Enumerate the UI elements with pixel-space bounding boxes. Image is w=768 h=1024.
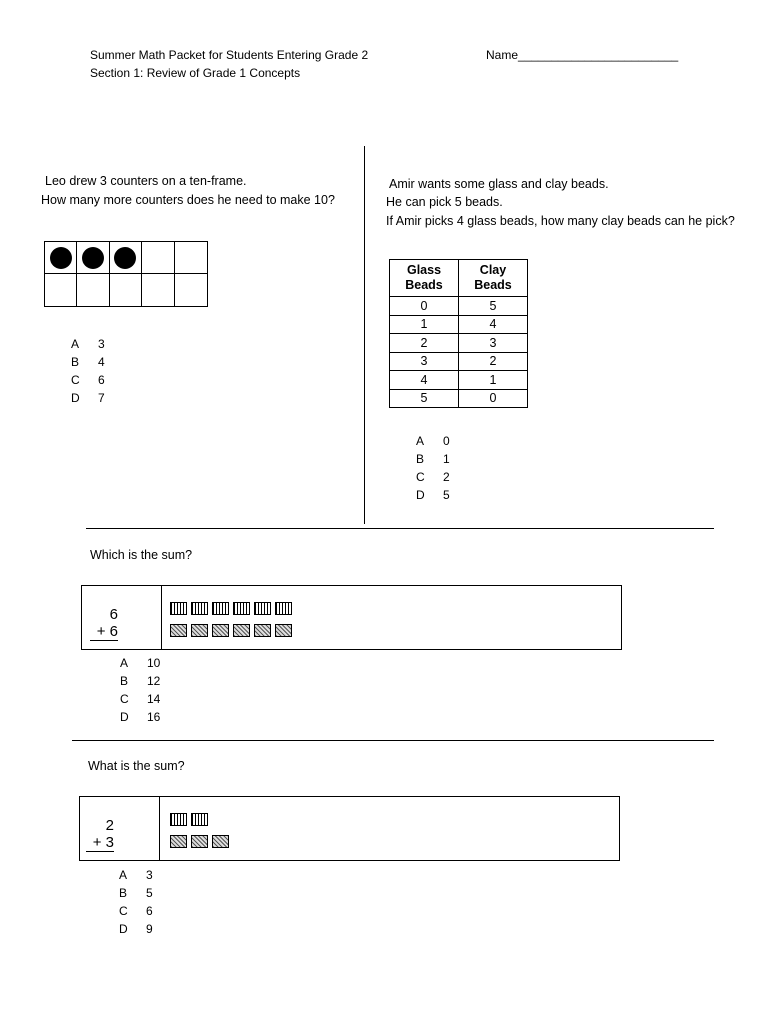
striped-block-icon xyxy=(170,813,187,826)
answer-choice[interactable] xyxy=(119,884,153,902)
table-row xyxy=(390,371,528,390)
shaded-block-icon xyxy=(191,624,208,637)
shaded-block-icon xyxy=(233,624,250,637)
choice-letter: C xyxy=(119,904,128,918)
striped-block-icon xyxy=(212,602,229,615)
table-row xyxy=(390,389,528,408)
ten-frame xyxy=(44,241,208,307)
choice-value: 4 xyxy=(98,355,105,369)
choice-letter: B xyxy=(416,452,425,466)
choice-letter: B xyxy=(120,674,129,688)
choice-value: 5 xyxy=(146,886,153,900)
choice-letter: A xyxy=(416,434,425,448)
choice-letter: D xyxy=(120,710,129,724)
counter-dot xyxy=(114,247,136,269)
glass-beads-cell: 4 xyxy=(390,371,459,390)
choice-letter: C xyxy=(71,373,80,387)
clay-header-line2: Beads xyxy=(474,278,512,292)
q1-line2: How many more counters does he need to make 10? xyxy=(41,193,335,207)
glass-header-line2: Beads xyxy=(405,278,443,292)
choice-letter: A xyxy=(119,868,128,882)
q4-box-divider xyxy=(159,797,160,860)
q4-addend-bottom: + 3 xyxy=(86,834,114,852)
choice-letter: B xyxy=(71,355,80,369)
answer-choice[interactable] xyxy=(71,371,105,389)
q4-blocks xyxy=(170,835,229,848)
clay-beads-cell: 3 xyxy=(459,334,528,353)
q3-addends xyxy=(90,606,118,641)
answer-choice[interactable] xyxy=(416,486,450,504)
choice-value: 3 xyxy=(146,868,153,882)
striped-block-icon xyxy=(191,602,208,615)
striped-block-icon xyxy=(275,602,292,615)
shaded-block-icon xyxy=(212,624,229,637)
shaded-block-icon xyxy=(170,835,187,848)
clay-beads-header xyxy=(459,260,528,297)
ten-frame-cell xyxy=(110,242,142,274)
q1-line1: Leo drew 3 counters on a ten-frame. xyxy=(45,174,247,188)
section-rule-1 xyxy=(86,528,714,529)
q3-blocks xyxy=(170,624,292,637)
answer-choice[interactable] xyxy=(71,335,105,353)
q3-choices xyxy=(120,654,160,726)
striped-block-icon xyxy=(191,813,208,826)
choice-letter: A xyxy=(120,656,129,670)
shaded-block-icon xyxy=(170,624,187,637)
choice-letter: B xyxy=(119,886,128,900)
choice-value: 14 xyxy=(147,692,161,706)
q3-addend-top: 6 xyxy=(109,606,118,623)
ten-frame-cell xyxy=(77,274,109,306)
clay-beads-cell: 0 xyxy=(459,389,528,408)
glass-beads-cell: 5 xyxy=(390,389,459,408)
choice-value: 7 xyxy=(98,391,105,405)
ten-frame-cell xyxy=(142,242,174,274)
q2-line3: If Amir picks 4 glass beads, how many clay beads can he pick? xyxy=(386,214,735,228)
choice-letter: D xyxy=(71,391,80,405)
glass-beads-cell: 1 xyxy=(390,315,459,334)
clay-beads-cell: 4 xyxy=(459,315,528,334)
table-row xyxy=(390,297,528,316)
choice-letter: C xyxy=(120,692,129,706)
section-rule-2 xyxy=(72,740,714,741)
q3-prompt: Which is the sum? xyxy=(90,548,193,562)
clay-beads-cell: 1 xyxy=(459,371,528,390)
q4-choices xyxy=(119,866,153,938)
choice-letter: D xyxy=(416,488,425,502)
table-row xyxy=(390,352,528,371)
table-row xyxy=(390,315,528,334)
choice-value: 3 xyxy=(98,337,105,351)
q4-rods xyxy=(170,813,208,826)
ten-frame-cell xyxy=(142,274,174,306)
q3-box-divider xyxy=(161,586,162,649)
glass-beads-header xyxy=(390,260,459,297)
choice-value: 9 xyxy=(146,922,153,936)
choice-value: 12 xyxy=(147,674,161,688)
counter-dot xyxy=(82,247,104,269)
answer-choice[interactable] xyxy=(416,450,450,468)
q4-addends xyxy=(86,817,114,852)
ten-frame-cell xyxy=(175,274,207,306)
choice-letter: C xyxy=(416,470,425,484)
choice-value: 2 xyxy=(443,470,450,484)
glass-beads-cell: 3 xyxy=(390,352,459,371)
clay-beads-cell: 5 xyxy=(459,297,528,316)
name-blank: ________________________ xyxy=(518,48,679,62)
name-label: Name xyxy=(486,48,519,62)
section-title: Section 1: Review of Grade 1 Concepts xyxy=(90,66,301,80)
shaded-block-icon xyxy=(275,624,292,637)
q4-prompt: What is the sum? xyxy=(88,759,185,773)
answer-choice[interactable] xyxy=(416,432,450,450)
choice-letter: A xyxy=(71,337,80,351)
ten-frame-cell xyxy=(45,274,77,306)
q4-sum-box xyxy=(79,796,620,861)
clay-beads-cell: 2 xyxy=(459,352,528,371)
striped-block-icon xyxy=(233,602,250,615)
striped-block-icon xyxy=(170,602,187,615)
choice-value: 10 xyxy=(147,656,161,670)
answer-choice[interactable] xyxy=(119,902,153,920)
q3-addend-bottom: + 6 xyxy=(90,623,118,641)
ten-frame-cell xyxy=(175,242,207,274)
beads-table xyxy=(389,259,528,408)
answer-choice[interactable] xyxy=(120,708,160,726)
answer-choice[interactable] xyxy=(416,468,450,486)
q2-line2: He can pick 5 beads. xyxy=(386,195,503,209)
choice-value: 1 xyxy=(443,452,450,466)
answer-choice[interactable] xyxy=(119,866,153,884)
q2-line1: Amir wants some glass and clay beads. xyxy=(389,177,609,191)
striped-block-icon xyxy=(254,602,271,615)
shaded-block-icon xyxy=(254,624,271,637)
glass-header-line1: Glass xyxy=(406,263,442,277)
ten-frame-cell xyxy=(77,242,109,274)
column-divider xyxy=(364,146,365,524)
name-field[interactable] xyxy=(486,48,678,62)
q2-choices xyxy=(416,432,450,504)
q4-addend-top: 2 xyxy=(105,817,114,834)
counter-dot xyxy=(50,247,72,269)
choice-value: 5 xyxy=(443,488,450,502)
choice-value: 0 xyxy=(443,434,450,448)
choice-letter: D xyxy=(119,922,128,936)
glass-beads-cell: 0 xyxy=(390,297,459,316)
packet-title: Summer Math Packet for Students Entering Grade 2 xyxy=(90,48,369,62)
q1-choices xyxy=(71,335,105,407)
shaded-block-icon xyxy=(212,835,229,848)
answer-choice[interactable] xyxy=(119,920,153,938)
clay-header-line1: Clay xyxy=(479,263,507,277)
table-row xyxy=(390,334,528,353)
answer-choice[interactable] xyxy=(120,672,160,690)
choice-value: 16 xyxy=(147,710,161,724)
answer-choice[interactable] xyxy=(120,690,160,708)
answer-choice[interactable] xyxy=(71,389,105,407)
answer-choice[interactable] xyxy=(71,353,105,371)
answer-choice[interactable] xyxy=(120,654,160,672)
choice-value: 6 xyxy=(98,373,105,387)
q3-sum-box xyxy=(81,585,622,650)
choice-value: 6 xyxy=(146,904,153,918)
q3-rods xyxy=(170,602,292,615)
ten-frame-cell xyxy=(45,242,77,274)
shaded-block-icon xyxy=(191,835,208,848)
ten-frame-cell xyxy=(110,274,142,306)
glass-beads-cell: 2 xyxy=(390,334,459,353)
